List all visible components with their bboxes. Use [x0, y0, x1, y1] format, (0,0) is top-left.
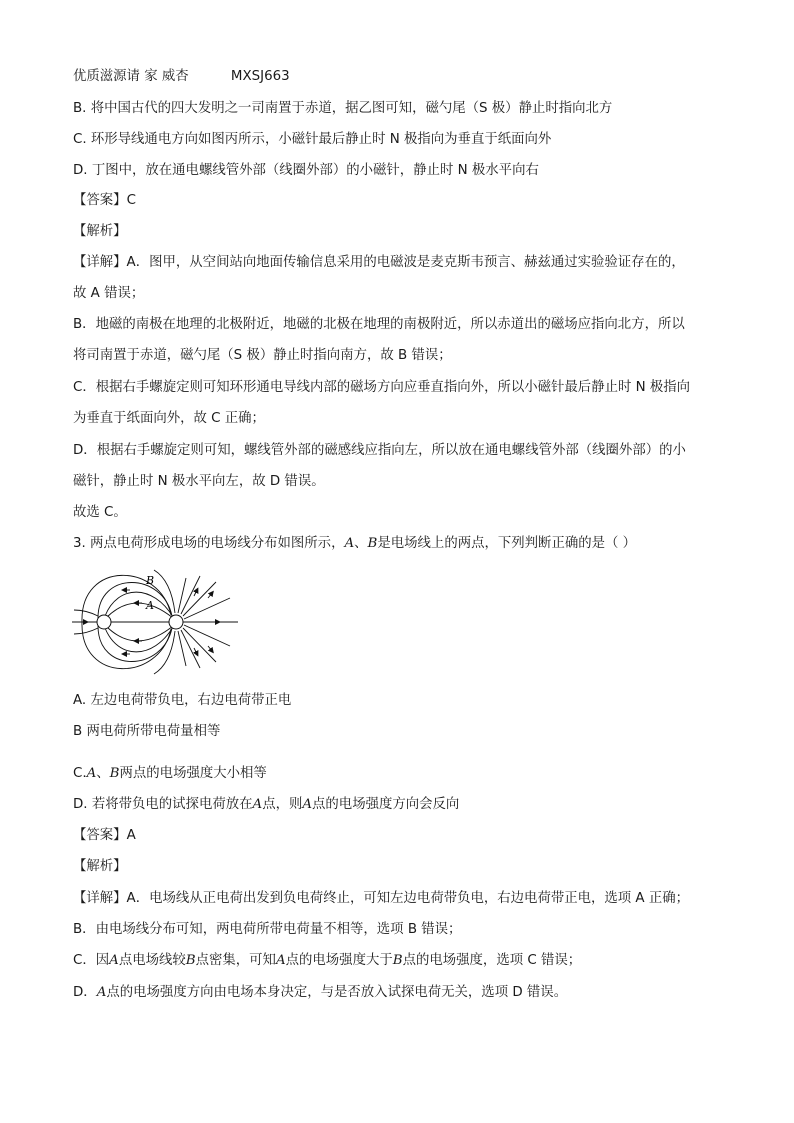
q3-analysis-label: 【解析】 — [73, 859, 127, 874]
q2-detail-line: 将司南置于赤道，磁勺尾（S 极）静止时指向南方，故 B 错误； — [73, 348, 452, 363]
q3-option-c — [73, 764, 267, 784]
answer-label: 【答案】 — [73, 193, 127, 208]
text: D． — [73, 985, 97, 1000]
option-d-mid: 点，则 — [262, 797, 303, 812]
q2-detail-line: C．根据右手螺旋定则可知环形通电导线内部的磁场方向应垂直指向外，所以小磁针最后静止时 N 极指向 — [73, 380, 691, 395]
q2-detail-line: D．根据右手螺旋定则可知，螺线管外部的磁感线应指向左，所以放在通电螺线管外部（线圈外部）的小 — [73, 443, 686, 458]
point-a-label: A — [252, 797, 263, 812]
q2-detail-line: 磁针，静止时 N 极水平向左，故 D 错误。 — [73, 474, 325, 489]
field-line — [183, 582, 216, 616]
q3-stem-post: 是电场线上的两点，下列判断正确的是（ ） — [377, 536, 637, 551]
page-header — [73, 67, 290, 87]
point-a-label: A — [275, 953, 286, 968]
separator: 、 — [354, 536, 368, 551]
q3-detail-line: 【详解】A．电场线从正电荷出发到负电荷终止，可知左边电荷带负电，右边电荷带正电，选项 A 正确； — [73, 891, 690, 906]
option-c-prefix: C. — [73, 766, 87, 781]
q2-detail-line: 故选 C。 — [73, 505, 127, 520]
q2-detail-line: 为垂直于纸面向外，故 C 正确； — [73, 411, 265, 426]
field-line — [106, 603, 173, 618]
q3-stem — [73, 534, 636, 554]
text: 点的电场强度方向由电场本身决定，与是否放入试探电荷无关，选项 D 错误。 — [106, 985, 568, 1000]
point-b-label: B — [367, 536, 378, 551]
point-a-label: A — [86, 766, 97, 781]
q2-answer — [73, 191, 136, 211]
left-charge — [97, 615, 111, 629]
point-b-label: B — [392, 953, 403, 968]
field-line — [178, 631, 186, 666]
point-b-marker: B — [146, 574, 155, 587]
text: 点的电场强度，选项 C 错误； — [402, 953, 582, 968]
q3-detail-line: B．由电场线分布可知，两电荷所带电荷量不相等，选项 B 错误； — [73, 922, 462, 937]
point-b-label: B — [109, 766, 120, 781]
q3-answer — [73, 826, 136, 846]
q3-detail-line — [73, 983, 567, 1003]
text: 点的电场强度大于 — [285, 953, 393, 968]
field-line — [178, 578, 186, 613]
q3-option-b: B 两电荷所带电荷量相等 — [73, 724, 221, 739]
q2-detail-line: 【详解】A．图甲，从空间站向地面传输信息采用的电磁波是麦克斯韦预言、赫兹通过实验验证存在的， — [73, 255, 685, 270]
point-a-label: A — [344, 536, 355, 551]
q2-option-d: D. 丁图中，放在通电螺线管外部（线圈外部）的小磁针，静止时 N 极水平向右 — [73, 163, 539, 178]
point-a-label: A — [96, 985, 107, 1000]
point-a-label: A — [109, 953, 119, 968]
q2-detail-line: B．地磁的南极在地理的北极附近，地磁的北极在地理的南极附近，所以赤道出的磁场应指向北方，所以 — [73, 317, 685, 332]
arrow — [194, 648, 197, 654]
q2-option-c: C. 环形导线通电方向如图丙所示，小磁针最后静止时 N 极指向为垂直于纸面向外 — [73, 132, 552, 147]
answer-value: C — [126, 193, 136, 208]
answer-label: 【答案】 — [73, 828, 127, 843]
q2-detail-line: 故 A 错误； — [73, 286, 145, 301]
option-d-prefix: D. 若将带负电的试探电荷放在 — [73, 797, 253, 812]
text: 点密集，可知 — [195, 953, 276, 968]
electric-field-diagram — [68, 568, 248, 680]
answer-value: A — [126, 828, 136, 843]
q2-analysis-label: 【解析】 — [73, 224, 127, 239]
point-b-label: B — [185, 953, 196, 968]
text: 点电场线较 — [118, 953, 186, 968]
field-line — [98, 626, 172, 662]
arrow — [208, 593, 212, 598]
q3-stem-pre: 两点电荷形成电场的电场线分布如图所示， — [90, 536, 345, 551]
q3-option-d — [73, 795, 459, 815]
doc-code: MXSJ663 — [230, 69, 290, 84]
field-line — [74, 628, 98, 634]
q3-number: 3. — [73, 536, 86, 551]
point-a-label: A — [302, 797, 313, 812]
arrow — [208, 646, 212, 651]
q3-detail-line — [73, 951, 581, 971]
field-line — [183, 628, 216, 662]
field-line — [98, 583, 172, 619]
option-d-text: 点的电场强度方向会反向 — [312, 797, 460, 812]
text: C．因 — [73, 953, 110, 968]
separator: 、 — [96, 766, 110, 781]
point-a-marker: A — [146, 599, 154, 612]
q2-option-b: B. 将中国古代的四大发明之一司南置于赤道，据乙图可知，磁勺尾（S 极）静止时指向北方 — [73, 101, 613, 116]
q3-option-a: A. 左边电荷带负电，右边电荷带正电 — [73, 693, 292, 708]
watermark-text: 优质滋源请 家 威杏 — [73, 69, 189, 84]
field-line — [106, 626, 173, 641]
arrow — [194, 590, 197, 596]
option-c-text: 两点的电场强度大小相等 — [119, 766, 267, 781]
field-line — [74, 610, 98, 616]
right-charge — [169, 615, 183, 629]
